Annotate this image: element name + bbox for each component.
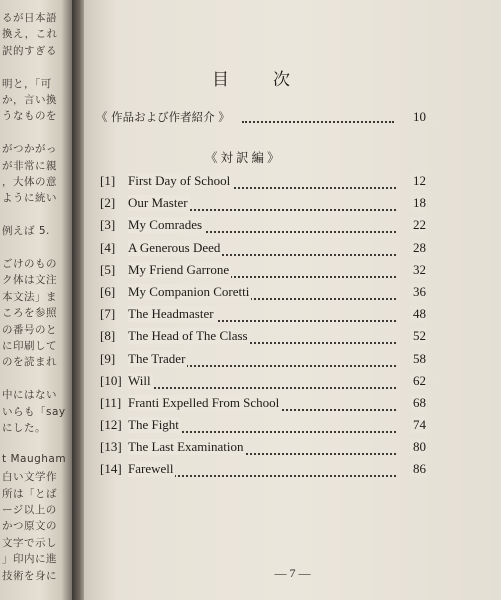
toc-entry-page: 86 (410, 461, 426, 477)
left-page-line: 本文法」ま (2, 290, 57, 303)
toc-entry-title: My Friend Garrone (128, 261, 230, 277)
toc-entry[interactable] (100, 262, 426, 284)
toc-entry-page: 68 (410, 395, 426, 411)
left-page-line: かつ原文の (2, 520, 57, 533)
toc-entry-title: My Comrades (128, 217, 203, 233)
left-page-line: 」印内に進 (2, 553, 57, 566)
toc-entry-number: [4] (100, 239, 116, 255)
toc-entry-page: 74 (410, 417, 426, 433)
toc-entry[interactable] (100, 395, 426, 417)
toc-entry[interactable] (100, 373, 426, 395)
toc-entry-page: 22 (410, 217, 426, 233)
section-heading: 《対訳編》 (205, 150, 283, 165)
toc-entry-title: First Day of School (128, 173, 231, 188)
left-page-line: 文字で示し (2, 536, 57, 549)
left-page (0, 0, 72, 600)
left-page-line: ク体は文注 (2, 274, 57, 287)
toc-entry-title: Will (128, 372, 151, 388)
dot-leader (242, 121, 394, 123)
left-page-line: に印刷して (2, 340, 57, 352)
left-page-line: 例えば 5. (2, 225, 50, 238)
left-page-line: か，言い換 (2, 94, 57, 106)
toc-entry-number: [3] (100, 217, 116, 233)
toc-entry-page: 58 (410, 351, 426, 367)
left-page-line: の番号のと (2, 323, 57, 336)
table-of-contents (100, 173, 426, 484)
left-page-line: ，大体の意 (2, 176, 57, 188)
toc-entry-title: My Companion Coretti (128, 283, 250, 299)
toc-intro-entry[interactable] (96, 109, 426, 127)
toc-entry-number: [7] (100, 306, 116, 322)
toc-entry[interactable] (100, 328, 426, 350)
toc-entry-page: 12 (410, 173, 426, 189)
toc-entry-number: [12] (100, 417, 122, 433)
toc-entry-page: 80 (410, 439, 426, 455)
book-gutter (72, 0, 84, 600)
left-page-line: 中にはない (2, 389, 57, 402)
toc-entry-title: Franti Expelled From School (128, 394, 280, 410)
toc-entry-title: The Head of The Class (128, 328, 248, 344)
toc-entry-page: 36 (410, 284, 426, 300)
toc-entry-page: 52 (410, 328, 426, 344)
left-page-line: ころを参照 (2, 307, 57, 320)
toc-entry-number: [6] (100, 283, 116, 299)
left-page-line: 訳的すぎる (2, 44, 57, 57)
toc-entry-title: Farewell (128, 461, 174, 477)
toc-intro-label: 《 作品および作者紹介 》 (96, 110, 230, 124)
toc-entry-page: 32 (410, 262, 426, 278)
toc-entry-number: [9] (100, 350, 116, 366)
left-page-line: にした。 (2, 422, 46, 434)
toc-intro-page: 10 (413, 109, 426, 124)
toc-entry-number: [5] (100, 261, 116, 277)
left-page-line: 換え，これ (2, 28, 58, 41)
left-page-line: がつかがっ (2, 143, 57, 156)
toc-entry-number: [11] (100, 394, 122, 410)
toc-entry[interactable] (100, 417, 426, 439)
toc-entry[interactable] (100, 195, 426, 217)
toc-entry[interactable] (100, 217, 426, 239)
toc-entry[interactable] (100, 306, 426, 328)
toc-entry[interactable] (100, 461, 426, 483)
left-page-line: うなものを (2, 110, 57, 123)
toc-entry-number: [10] (100, 372, 122, 388)
left-page-line: 明と，「可 (2, 77, 52, 90)
left-page-line: 技術を身に (2, 569, 57, 582)
left-page-line: いらも「say (2, 405, 66, 418)
dot-leader (130, 387, 396, 389)
toc-entry-number: [14] (100, 461, 122, 477)
toc-entry-page: 28 (410, 240, 426, 256)
toc-entry-title: A Generous Deed (128, 239, 221, 255)
toc-entry[interactable] (100, 173, 426, 195)
left-page-line: ージ以上の (2, 504, 57, 516)
toc-entry-page: 48 (410, 306, 426, 322)
toc-entry-title: The Fight (128, 417, 179, 433)
toc-entry[interactable] (100, 351, 426, 373)
toc-entry-number: [1] (100, 173, 116, 188)
left-page-line: 白い文学作 (2, 471, 57, 484)
toc-entry-title: The Last Examination (128, 439, 244, 455)
toc-entry-number: [13] (100, 439, 122, 455)
toc-entry[interactable] (100, 284, 426, 306)
left-page-line: ように統い (2, 192, 57, 205)
toc-entry-page: 62 (410, 373, 426, 389)
left-page-line: のを読まれ (2, 356, 57, 369)
left-page-line: t Maugham (2, 452, 67, 465)
toc-entry-number: [8] (100, 328, 116, 344)
page-title: 目次 (212, 70, 334, 90)
toc-entry-title: The Headmaster (128, 306, 214, 322)
left-page-line: るが日本語 (2, 12, 57, 24)
left-page-line: ごけのもの (2, 258, 57, 270)
toc-entry[interactable] (100, 240, 426, 262)
left-page-line: 所は「とば (2, 487, 57, 500)
left-page-line: が非常に親 (2, 159, 57, 172)
toc-entry-number: [2] (100, 195, 116, 211)
page-number: — 7 — (274, 566, 311, 580)
toc-entry-title: Our Master (128, 195, 188, 211)
toc-entry-page: 18 (410, 195, 426, 211)
toc-entry[interactable] (100, 439, 426, 461)
toc-entry-title: The Trader (128, 350, 186, 366)
